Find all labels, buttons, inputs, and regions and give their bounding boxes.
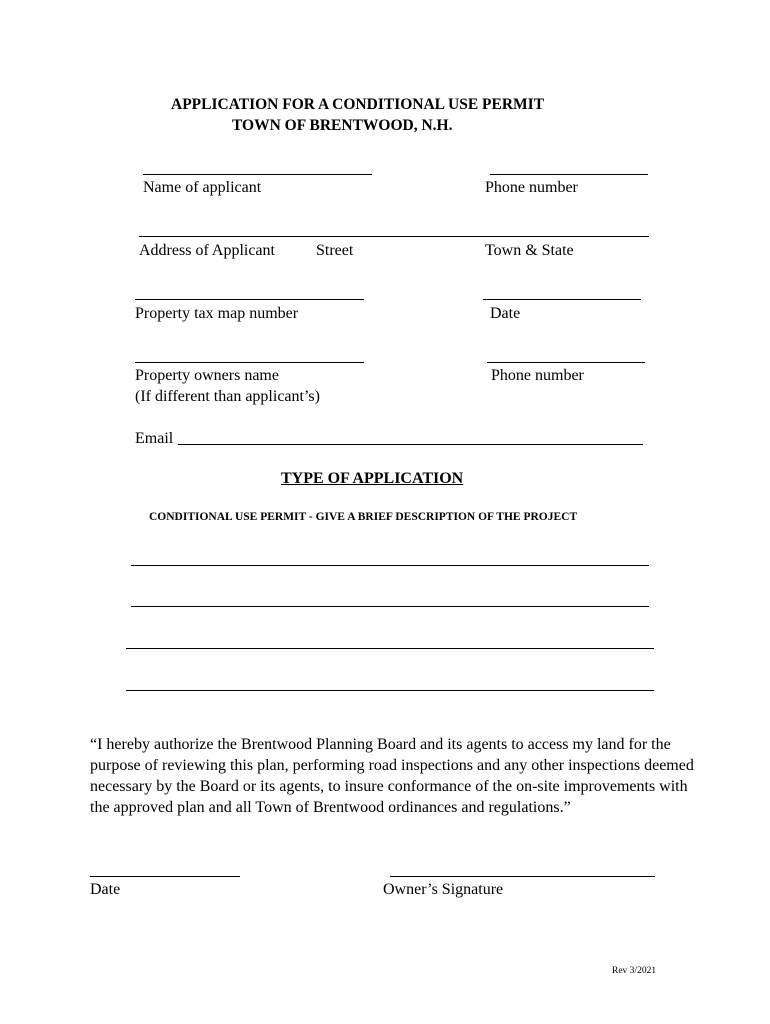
date-label: Date [490, 305, 521, 322]
property-owners-name-field[interactable] [135, 362, 364, 363]
phone-number-field[interactable] [490, 174, 648, 175]
name-of-applicant-label: Name of applicant [143, 179, 262, 196]
description-line[interactable] [131, 565, 649, 566]
revision-note: Rev 3/2021 [612, 966, 657, 976]
description-line[interactable] [131, 606, 649, 607]
street-label: Street [316, 242, 354, 259]
phone-number-label: Phone number [485, 179, 578, 196]
town-title: TOWN OF BRENTWOOD, N.H. [232, 117, 453, 134]
description-line[interactable] [126, 690, 654, 691]
address-of-applicant-label: Address of Applicant [139, 242, 275, 259]
form-title: APPLICATION FOR A CONDITIONAL USE PERMIT [171, 96, 545, 113]
owner-signature-field[interactable] [390, 876, 655, 877]
owner-signature-label: Owner’s Signature [383, 881, 504, 898]
signature-date-field[interactable] [90, 876, 240, 877]
email-label: Email [135, 430, 174, 447]
date-field[interactable] [483, 299, 641, 300]
town-state-label: Town & State [485, 242, 574, 259]
owner-phone-number-field[interactable] [487, 362, 645, 363]
property-tax-map-field[interactable] [135, 299, 364, 300]
project-description-subheading: CONDITIONAL USE PERMIT - GIVE A BRIEF DESCRIPTION OF THE PROJECT [149, 511, 578, 523]
email-field[interactable] [178, 444, 643, 445]
owner-phone-number-label: Phone number [491, 367, 584, 384]
if-different-label: (If different than applicant’s) [135, 388, 320, 405]
address-field[interactable] [139, 236, 649, 237]
property-owners-name-label: Property owners name [135, 367, 279, 384]
description-line[interactable] [126, 648, 654, 649]
authorization-statement: “I hereby authorize the Brentwood Planning Board and its agents to access my land for the purpose of reviewing this plan, performing road inspections and any other inspections deemed necessary by the Board or its agents, to insure conformance of the on-site improvements with the approved plan and all Town of Brentwood ordinances and regulations.” [90, 736, 694, 816]
signature-date-label: Date [90, 881, 121, 898]
type-of-application-heading: TYPE OF APPLICATION [281, 470, 464, 487]
name-of-applicant-field[interactable] [143, 174, 372, 175]
property-tax-map-label: Property tax map number [135, 305, 299, 322]
